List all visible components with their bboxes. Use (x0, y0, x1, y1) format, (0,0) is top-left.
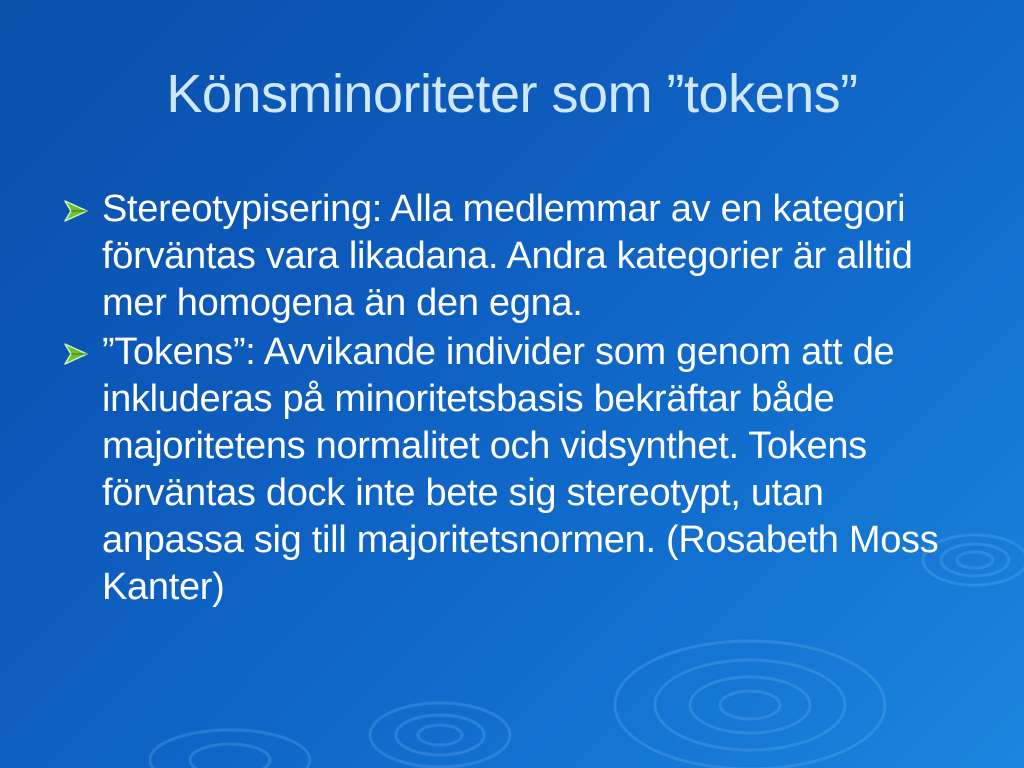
green-arrow-chevron-icon (62, 198, 90, 224)
green-arrow-chevron-icon (62, 341, 90, 367)
slide-title: Könsminoriteter som ”tokens” (166, 64, 858, 124)
bullet-list (62, 186, 962, 613)
bullet-text: Stereotypisering: Alla medlemmar av en kategori förväntas vara likadana. Andra kategorier är alltid mer homogena än den egna. (102, 188, 913, 324)
bullet-item (62, 186, 962, 327)
bullet-text: ”Tokens”: Avvikande individer som genom att de inkluderas på minoritetsbasis bekräftar både majoritetens normalitet och vidsynthet. Tokens förväntas dock inte bete sig stereotypt, utan anpassa sig till majoritetsnormen. (Rosabeth Moss Kanter) (102, 331, 939, 608)
bullet-item (62, 329, 962, 611)
